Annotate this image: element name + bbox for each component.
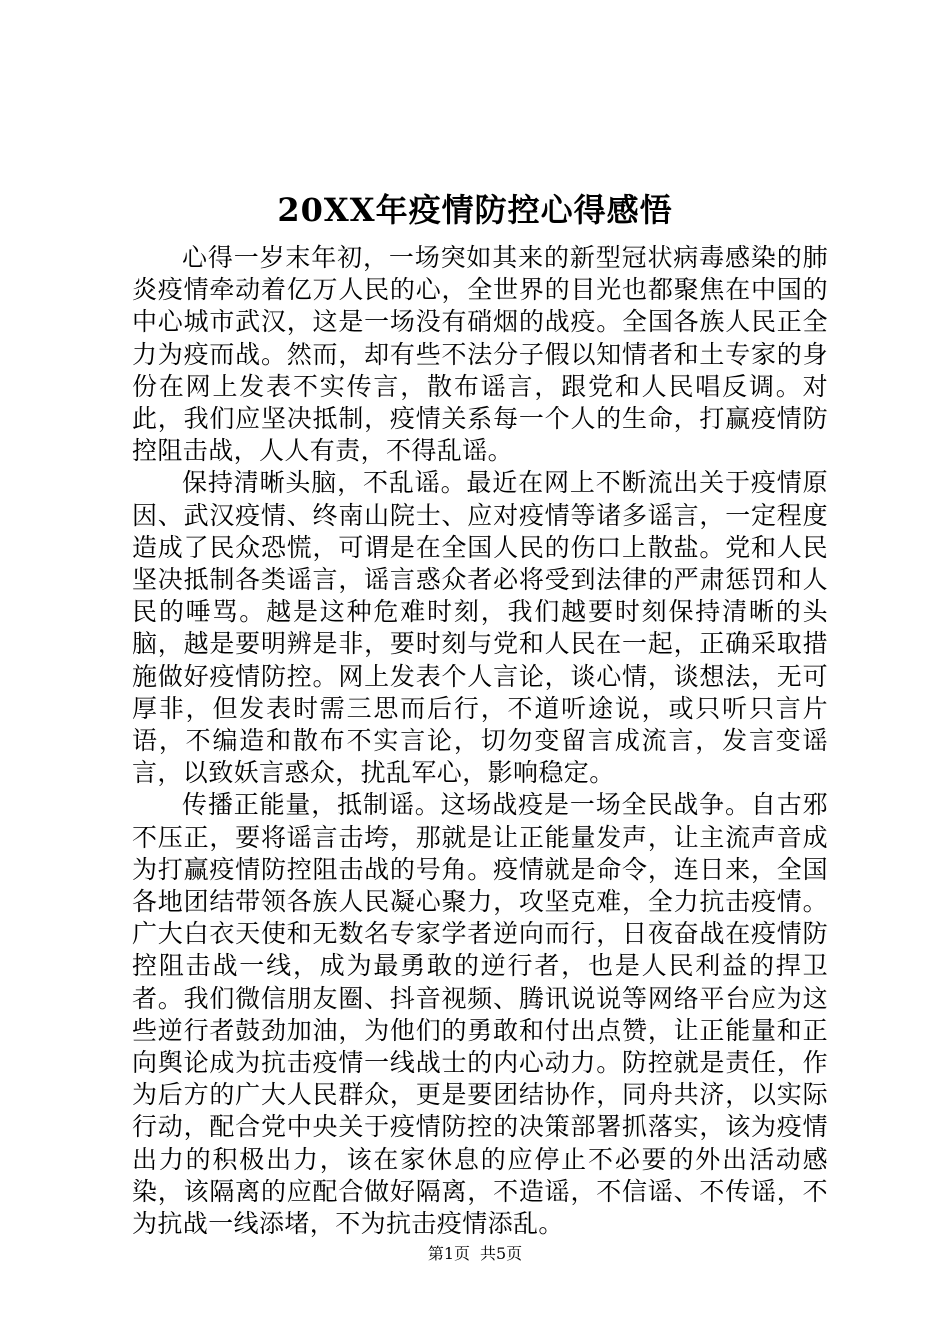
page-total: 共5页 — [480, 1244, 523, 1263]
paragraph-2: 保持清晰头脑，不乱谣。最近在网上不断流出关于疫情原因、武汉疫情、终南山院士、应对疫情等诸多谣言，一定程度造成了民众恐慌，可谓是在全国人民的伤口上散盐。党和人民坚决抵制各类谣言，谣言惑众者必将受到法律的严肃惩罚和人民的唾骂。越是这种危难时刻，我们越要时刻保持清晰的头脑，越是要明辨是非，要时刻与党和人民在一起，正确采取措施做好疫情防控。网上发表个人言论，谈心情，谈想法，无可厚非，但发表时需三思而后行，不道听途说，或只听只言片语，不编造和散布不实言论，切勿变留言成流言，发言变谣言，以致妖言惑众，扰乱军心，影响稳定。 — [132, 468, 828, 788]
page-number: 第1页 — [427, 1244, 470, 1263]
paragraph-1: 心得一岁末年初，一场突如其来的新型冠状病毒感染的肺炎疫情牵动着亿万人民的心，全世界的目光也都聚焦在中国的中心城市武汉，这是一场没有硝烟的战疫。全国各族人民正全力为疫而战。然而，却有些不法分子假以知情者和土专家的身份在网上发表不实传言，散布谣言，跟党和人民唱反调。对此，我们应坚决抵制，疫情关系每一个人的生命，打赢疫情防控阻击战，人人有责，不得乱谣。 — [132, 243, 828, 466]
paragraph-3: 传播正能量，抵制谣。这场战疫是一场全民战争。自古邪不压正，要将谣言击垮，那就是让正能量发声，让主流声音成为打赢疫情防控阻击战的号角。疫情就是命令，连日来，全国各地团结带领各族人民凝心聚力，攻坚克难，全力抗击疫情。广大白衣天使和无数名专家学者逆向而行，日夜奋战在疫情防控阻击战一线，成为最勇敢的逆行者，也是人民利益的捍卫者。我们微信朋友圈、抖音视频、腾讯说说等网络平台应为这些逆行者鼓劲加油，为他们的勇敢和付出点赞，让正能量和正向舆论成为抗击疫情一线战士的内心动力。防控就是责任，作为后方的广大人民群众，更是要团结协作，同舟共济，以实际行动，配合党中央关于疫情防控的决策部署抓落实，该为疫情出力的积极出力，该在家休息的应停止不必要的外出活动感染，该隔离的应配合做好隔离，不造谣，不信谣、不传谣，不为抗战一线添堵，不为抗击疫情添乱。 — [132, 790, 828, 1239]
document-title: 20XX年疫情防控心得感悟 — [277, 191, 673, 229]
document-body — [132, 242, 828, 1240]
page-footer — [0, 1244, 950, 1264]
